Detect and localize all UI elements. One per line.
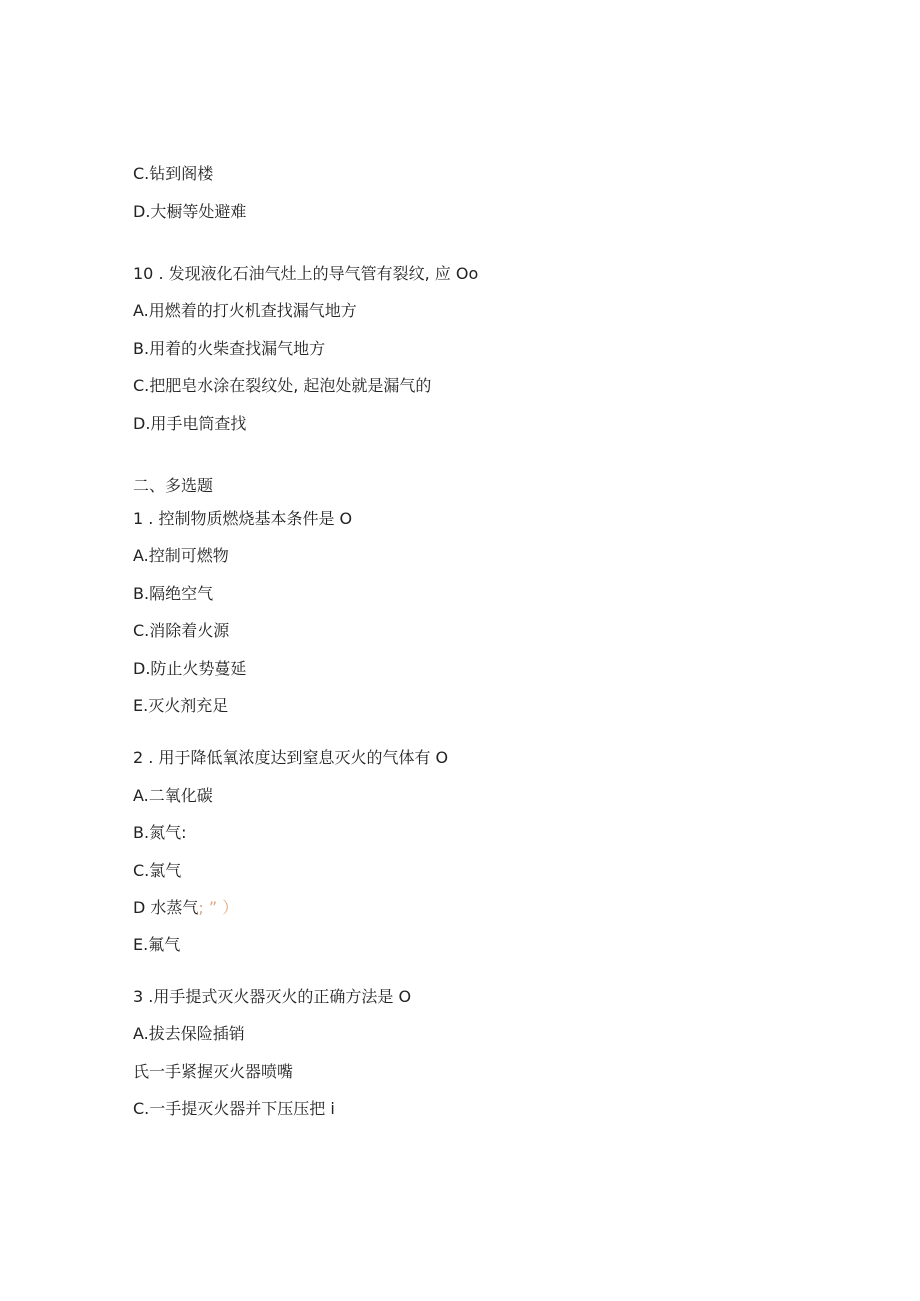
option-d-q1: D.防止火势蔓延 bbox=[133, 659, 247, 678]
question-10: 10 . 发现液化石油气灶上的导气管有裂纹, 应 Oo bbox=[133, 264, 479, 283]
option-c-q9: C.钻到阁楼 bbox=[133, 164, 214, 183]
option-c-q2: C.氯气 bbox=[133, 861, 182, 880]
option-a-q1: A.控制可燃物 bbox=[133, 546, 229, 565]
option-d-q9: D.大橱等处避难 bbox=[133, 202, 247, 221]
option-d-q2-text: D 水蒸气 bbox=[133, 898, 199, 917]
option-e-q1: E.灭火剂充足 bbox=[133, 696, 229, 715]
option-b-q1: B.隔绝空气 bbox=[133, 584, 214, 603]
faint-mark: ; ” ） bbox=[198, 898, 239, 917]
question-2: 2 . 用于降低氧浓度达到窒息灭火的气体有 O bbox=[133, 748, 449, 767]
option-b-q10: B.用着的火柴查找漏气地方 bbox=[133, 339, 326, 358]
question-1: 1 . 控制物质燃烧基本条件是 O bbox=[133, 509, 353, 528]
option-c-q1: C.消除着火源 bbox=[133, 621, 230, 640]
option-e-q2: E.氟气 bbox=[133, 935, 181, 954]
option-d-q2 bbox=[133, 898, 238, 918]
question-3: 3 .用手提式灭火器灭火的正确方法是 O bbox=[133, 987, 412, 1006]
option-a-q10: A.用燃着的打火机查找漏气地方 bbox=[133, 301, 357, 320]
section-heading: 二、多选题 bbox=[133, 476, 214, 495]
option-d-q10: D.用手电筒查找 bbox=[133, 414, 247, 433]
option-c-q3: C.一手提灭火器并下压压把 i bbox=[133, 1099, 335, 1118]
option-a-q2: A.二氧化碳 bbox=[133, 786, 213, 805]
option-b-q2: B.氮气: bbox=[133, 823, 187, 842]
option-b-q3: 氏一手紧握灭火器喷嘴 bbox=[133, 1062, 294, 1081]
option-c-q10: C.把肥皂水涂在裂纹处, 起泡处就是漏气的 bbox=[133, 376, 432, 395]
option-a-q3: A.拔去保险插销 bbox=[133, 1024, 245, 1043]
